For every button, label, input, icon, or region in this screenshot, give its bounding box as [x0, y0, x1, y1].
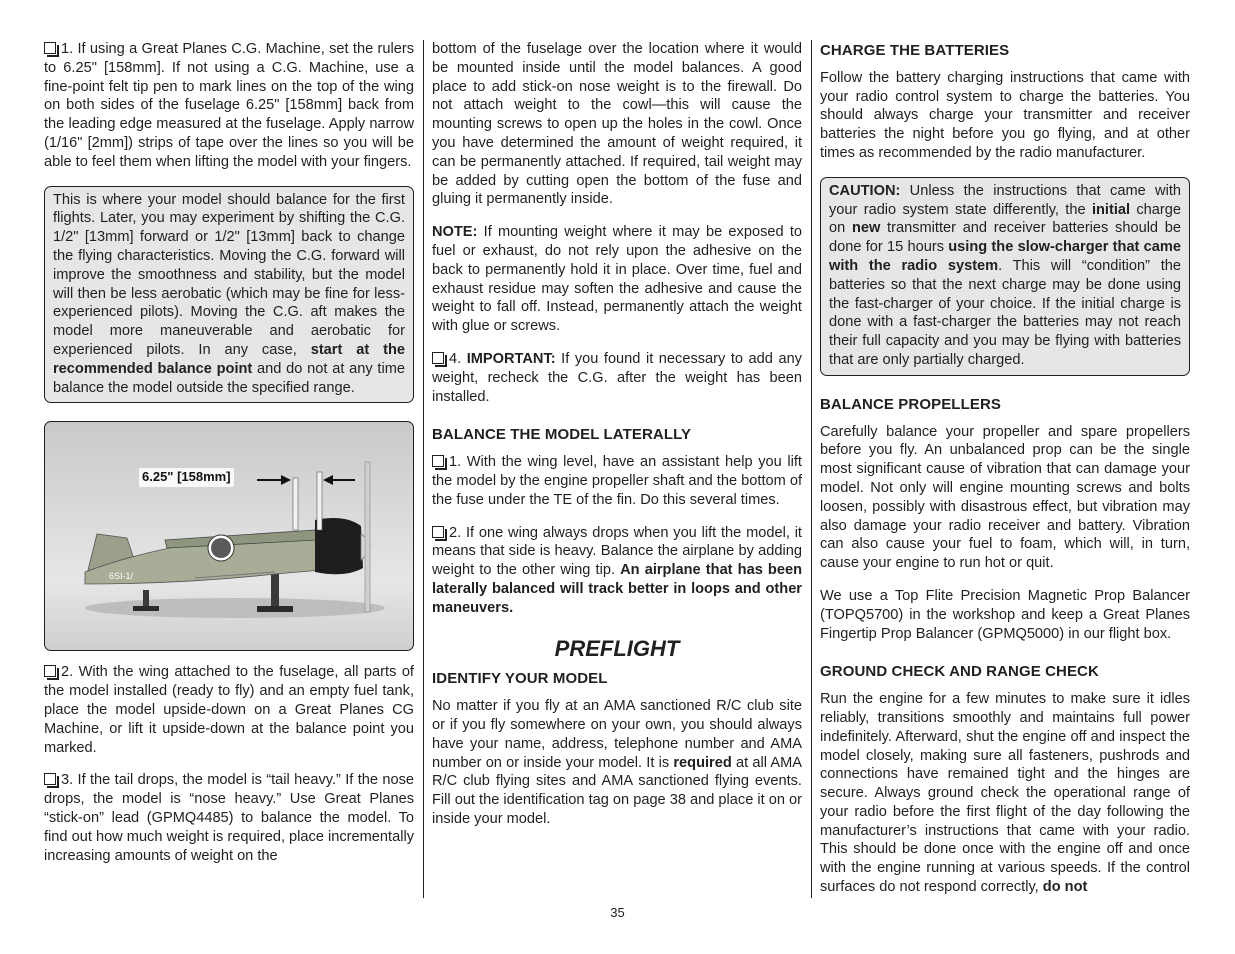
svg-text:6SI-1/​: 6SI-1/​ — [109, 571, 134, 582]
cg-photo — [44, 421, 414, 651]
checkbox-icon[interactable] — [432, 455, 444, 467]
caution-box: CAUTION: Unless the instructions that came with your radio system state differently, the initial charge on new transmitter and receiver batteries should be done for 15 hours using the slow-charger that came with the radio system. This will “condition” the batteries so that the next charge may be done using the fast-charger of your choice. If the initial charge is done with a fast-charger the batteries may not reach their full capacity and you may be flying with batteries that are only partially charged. — [820, 177, 1190, 376]
column-2 — [432, 40, 802, 843]
note-paragraph: NOTE: If mounting weight where it may be exposed to fuel or exhaust, do not rely upon the adhesive on the back to permanently hold it in place. Over time, fuel and exhaust residue may soften the adhesive and cause the weight to fall off. Instead, permanently attach the weight with glue or screws. — [432, 224, 802, 335]
column-divider-1 — [423, 40, 424, 898]
charge-paragraph: Follow the battery charging instructions that came with your radio control system to charge the batteries. You should always charge your transmitter and receiver batteries the night before you go flying, and at other times as recommended by the radio manufacturer. — [820, 69, 1190, 161]
page-number: 35 — [610, 905, 625, 920]
airplane-illustration — [45, 422, 413, 650]
ground-paragraph: Run the engine for a few minutes to make sure it idles reliably, transitions smoothly and maintains full power indefinitely. Afterward, shut the engine off and inspect the model closely, making sure all fasteners, pushrods and connections have remained tight and the hinges are secure. Always ground check the operational range of your radio before the first flight of the day following the manufacturer’s instructions that came with your radio. This should be done once with the engine off and once with the engine running at various speeds. If the control surfaces do not respond correctly, do not — [820, 691, 1190, 896]
checkbox-icon[interactable] — [44, 42, 56, 54]
checkbox-icon[interactable] — [432, 352, 444, 364]
checkbox-icon[interactable] — [432, 526, 444, 538]
heading-identify-model: IDENTIFY YOUR MODEL — [432, 670, 608, 688]
heading-preflight: PREFLIGHT — [554, 635, 680, 661]
identify-paragraph: No matter if you fly at an AMA sanctioned R/C club site or if you fly somewhere on your own, you should always have your name, address, telephone number and AMA number on or inside your model. It is required at all AMA R/C club flying sites and AMA sanctioned flying events. Fill out the identification tag on page 38 and place it on or inside your model. — [432, 698, 802, 827]
checkbox-icon[interactable] — [44, 773, 56, 785]
weight-continued: bottom of the fuselage over the location where it would be mounted inside until the model balances. A good place to add stick-on nose weight is to the firewall. Do not attach weight to the cowl—this will cause the mounting screws to open up the holes in the cowl. Once you have determined the amount of weight required, it can be permanently attached. If required, tail weight may be added by cutting open the bottom of the fuse and gluing it permanently inside. — [432, 41, 802, 208]
lateral-step-2: 2. If one wing always drops when you lift the model, it means that side is heavy. Balance the airplane by adding weight to the other wing tip. An airplane that has been laterally balanced will track better in loops and other maneuvers. — [432, 524, 802, 616]
step-4: 4. IMPORTANT: If you found it necessary to add any weight, recheck the C.G. after the weight has been installed. — [432, 350, 802, 405]
step-1: 1. If using a Great Planes C.G. Machine, set the rulers to 6.25" [158mm]. If not using a C.G. Machine, use a fine-point felt tip pen to mark lines on the top of the wing on both sides of the fuselage 6.25" [158mm] back from the leading edge measured at the fuselage. Apply narrow (1/16" [2mm]) strips of tape over the lines so you will be able to feel them when lifting the model with your fingers. — [44, 41, 414, 170]
balance-note-box: This is where your model should balance for the first flights. Later, you may experiment by shifting the C.G. 1/2" [13mm] forward or 1/2" [13mm] back to change the flying characteristics. Moving the C.G. forward will improve the smoothness and stability, but the model will then be less aerobatic (which may be fine for less-experienced pilots). Moving the C.G. aft makes the model more maneuverable and aerobatic for experienced pilots. In any case, start at the recommended balance point and do not at any time balance the model outside the specified range. — [44, 186, 414, 404]
column-divider-2 — [811, 40, 812, 898]
step-3: 3. If the tail drops, the model is “tail heavy.” If the nose drops, the model is “nose heavy.” Use Great Planes “stick-on” lead (GPMQ4485) to balance the model. To find out how much weight is required, place incrementally increasing amounts of weight on the — [44, 772, 414, 864]
photo-label: 6.25" [158mm] — [139, 468, 234, 487]
heading-charge-batteries: CHARGE THE BATTERIES — [820, 42, 1010, 59]
lateral-step-1: 1. With the wing level, have an assistant help you lift the model by the engine propeller shaft and the bottom of the fuse under the TE of the fin. Do this several times. — [432, 454, 802, 508]
column-3 — [820, 40, 1190, 911]
step-2: 2. With the wing attached to the fuselage, all parts of the model installed (ready to fly) and an empty fuel tank, place the model upside-down on a Great Planes CG Machine, or lift it upside-down at the balance point you marked. — [44, 664, 414, 756]
heading-ground-check: GROUND CHECK AND RANGE CHECK — [820, 663, 1099, 681]
column-1 — [44, 40, 414, 879]
props-paragraph: Carefully balance your propeller and spare propellers before you fly. An unbalanced prop can be the single most significant cause of vibration that can damage your model. Not only will engine mounting screws and bolts loosen, possibly with disastrous effect, but vibration may also damage your radio receiver and battery. Vibration can also cause your fuel to foam, which will, in turn, cause your engine to run hot or quit. — [820, 423, 1190, 572]
checkbox-icon[interactable] — [44, 665, 56, 677]
heading-balance-propellers: BALANCE PROPELLERS — [820, 395, 1001, 413]
heading-balance-laterally: BALANCE THE MODEL LATERALLY — [432, 426, 692, 444]
props-paragraph-2: We use a Top Flite Precision Magnetic Prop Balancer (TOPQ5700) in the workshop and keep a Great Planes Fingertip Prop Balancer (GPMQ5000) in our flight box. — [820, 587, 1190, 642]
